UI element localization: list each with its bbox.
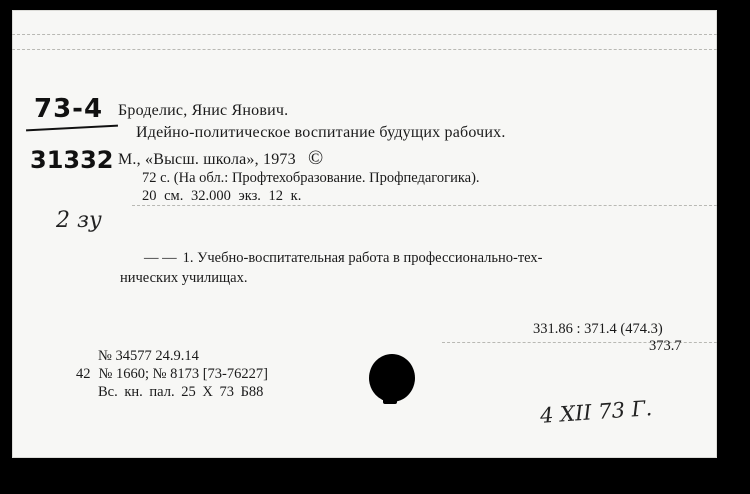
size-run-price: 20 см. 32.000 экз. 12 к.: [142, 188, 302, 204]
catalog-card: [12, 10, 717, 458]
inventory-number: 31332: [30, 146, 114, 174]
record-line-3: Вс. кн. пал. 25 Х 73 Б88: [98, 384, 264, 400]
record-2-text: № 1660; № 8173 [73-76227]: [98, 366, 268, 382]
middle-dotted-line: [132, 205, 717, 206]
pages-series: 72 с. (На обл.: Профтехобразование. Профпедагогика).: [142, 170, 480, 186]
classification-secondary: 373.7: [649, 338, 682, 354]
book-title: Идейно-политическое воспитание будущих рабочих.: [136, 124, 506, 141]
imprint: [118, 147, 323, 170]
copyright-symbol: ©: [308, 147, 324, 169]
punch-hole: [369, 354, 415, 402]
record-2-prefix: 42: [76, 366, 91, 382]
handwritten-date: 4 XII 73 Г.: [539, 396, 653, 428]
call-number: 73-4: [34, 94, 104, 124]
record-line-2: [76, 366, 268, 383]
handwritten-note: 2 зу: [56, 208, 102, 233]
record-line-1: № 34577 24.9.14: [98, 348, 199, 364]
subject-heading-line2: нических училищах.: [120, 270, 248, 286]
call-number-underline: [26, 125, 118, 132]
author-heading: Броделис, Янис Янович.: [118, 102, 289, 119]
top-dotted-line: [12, 34, 717, 35]
imprint-text: М., «Высш. школа», 1973: [118, 151, 296, 168]
classification-udc: 331.86 : 371.4 (474.3): [533, 321, 663, 337]
subject-dashes: — —: [144, 250, 177, 266]
subject-heading-line1: [144, 250, 543, 267]
subject-text-1: 1. Учебно-воспитательная работа в профессионально-тех-: [182, 250, 543, 266]
top-dotted-line-2: [12, 49, 717, 50]
